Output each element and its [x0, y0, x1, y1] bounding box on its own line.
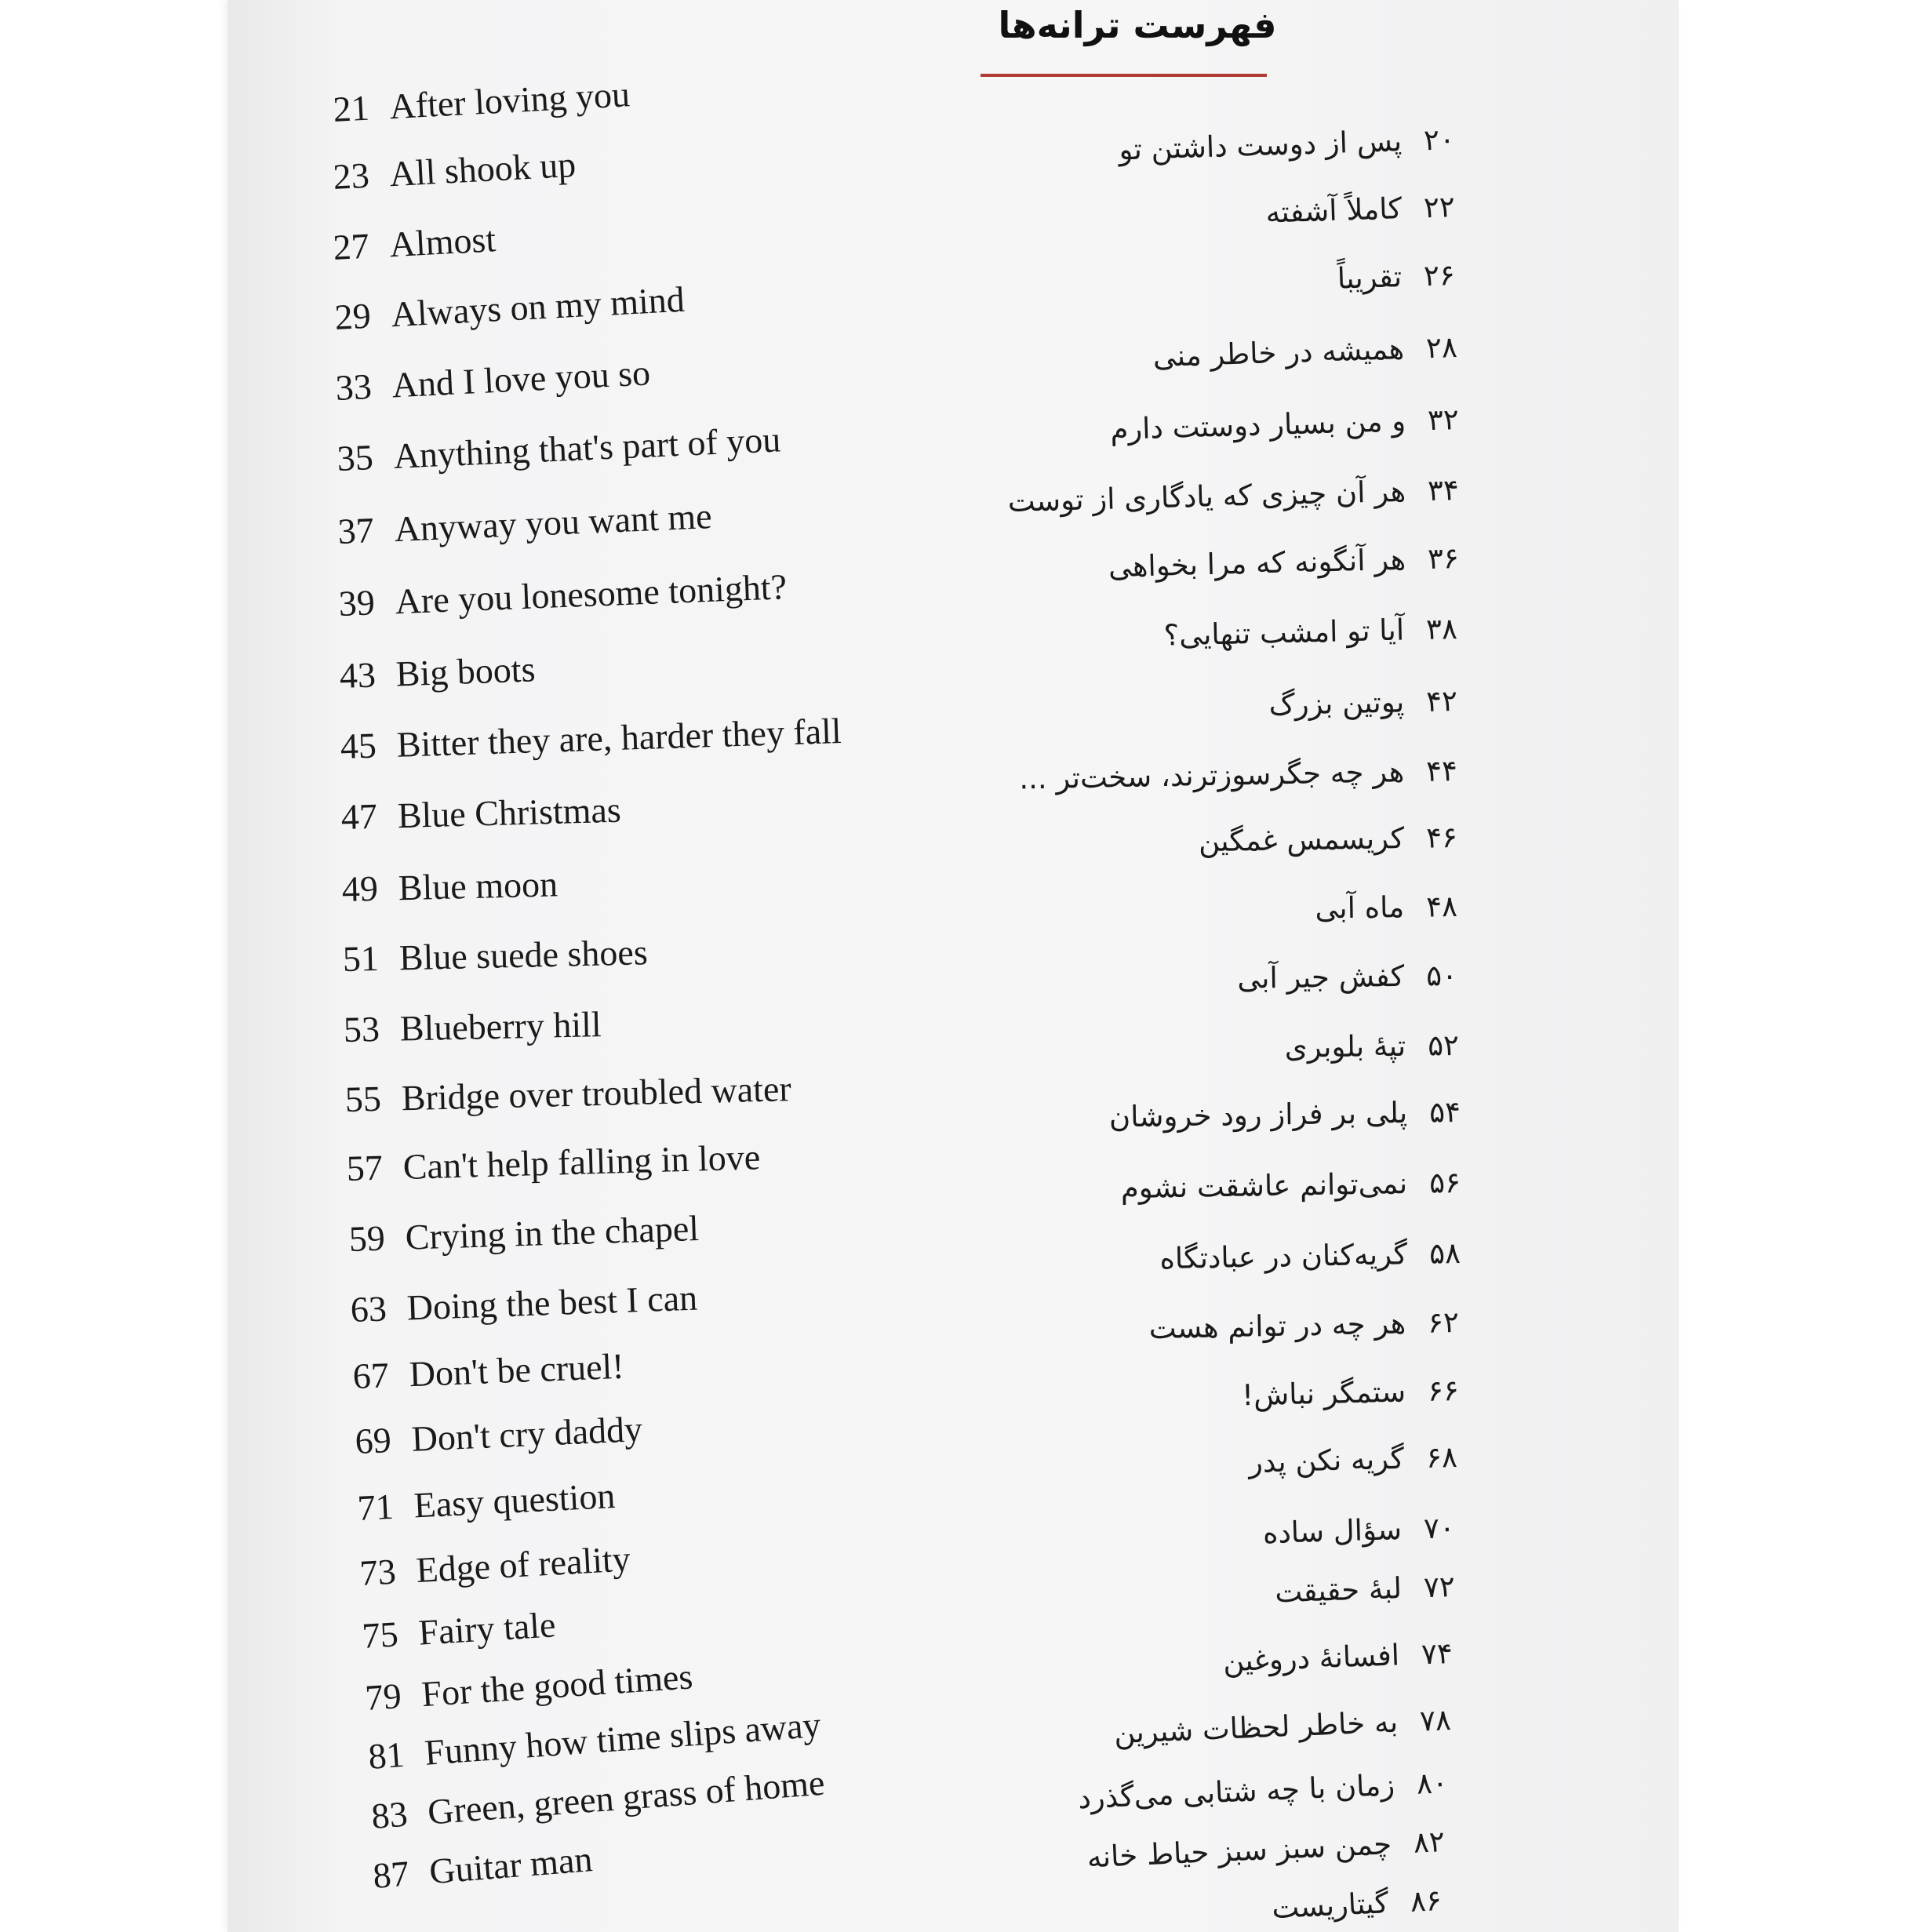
song-title: نمی‌توانم عاشقت نشوم: [1120, 1166, 1408, 1206]
page-number: 39: [337, 582, 376, 624]
page-number: ۴۶: [1425, 820, 1458, 855]
song-title: All shook up: [388, 144, 577, 195]
song-title: Always on my mind: [390, 278, 686, 335]
toc-entry-en: [361, 1601, 558, 1668]
song-title: همیشه در خاطر منی: [1152, 332, 1405, 374]
toc-entry-fa: [908, 607, 1457, 675]
song-title: تقریباً: [1337, 260, 1403, 296]
song-title: Blueberry hill: [399, 1004, 602, 1049]
toc-entry-en: [337, 493, 713, 563]
toc-entry-en: [354, 1406, 643, 1473]
toc-entry-en: [352, 1343, 625, 1408]
song-title: آیا تو امشب تنهایی؟: [1163, 613, 1405, 653]
page-number: 35: [336, 437, 374, 478]
song-title: هر چه در توانم هست: [1148, 1306, 1406, 1346]
toc-entry-en: [340, 708, 842, 778]
page-number: ۲۶: [1423, 258, 1456, 293]
song-title: هر آنگونه که مرا بخواهی: [1108, 542, 1406, 584]
song-title: تپهٔ بلوبری: [1284, 1028, 1406, 1064]
song-title: گیتاریست: [1271, 1886, 1389, 1926]
song-title: Edge of reality: [415, 1538, 631, 1591]
page-number: ۴۸: [1425, 890, 1458, 924]
page-number: 79: [363, 1675, 403, 1718]
toc-entry-fa: [901, 1698, 1452, 1775]
toc-entry-en: [332, 141, 577, 209]
song-title: Bridge over troubled water: [401, 1068, 792, 1119]
page-number: ۳۴: [1427, 473, 1460, 508]
page-number: ۲۲: [1423, 190, 1456, 225]
song-title: هر چه جگرسوزترند، سخت‌تر ...: [1018, 755, 1405, 796]
toc-entry-en: [342, 929, 648, 991]
book-page: [227, 0, 1679, 1932]
song-title: و من بسیار دوستت دارم: [1109, 403, 1406, 447]
page-number: 33: [334, 366, 373, 408]
song-title: به خاطر لحظات شیرین: [1113, 1705, 1399, 1751]
toc-entry-en: [356, 1472, 617, 1540]
song-title: After loving you: [388, 74, 631, 127]
song-title: زمان با چه شتابی می‌گذرد: [1077, 1767, 1395, 1816]
song-title: Funny how time slips away: [423, 1704, 822, 1773]
page-number: ۳۸: [1425, 612, 1458, 646]
song-title: Almost: [388, 219, 497, 265]
toc-entry-fa: [911, 1090, 1461, 1153]
toc-entry-fa: [903, 1632, 1454, 1706]
song-title: ستمگر نباش!: [1241, 1374, 1406, 1413]
page-number: 23: [332, 155, 370, 197]
toc-entry-fa: [908, 885, 1458, 948]
page-number: 81: [366, 1734, 406, 1777]
song-title: کریسمس غمگین: [1198, 821, 1405, 859]
song-title: Guitar man: [428, 1839, 594, 1892]
page-number: ۸۰: [1416, 1766, 1449, 1801]
page-number: 83: [369, 1793, 409, 1836]
toc-entry-en: [341, 860, 558, 921]
song-title: افسانهٔ دروغین: [1222, 1638, 1400, 1679]
song-title: گریه‌کنان در عبادتگاه: [1159, 1237, 1408, 1276]
toc-entry-fa: [908, 954, 1458, 1017]
page-number: 87: [371, 1853, 411, 1896]
song-title: گریه نکن پدر: [1248, 1441, 1405, 1479]
song-title: Are you lonesome tonight?: [394, 566, 788, 622]
page-number: ۸۶: [1409, 1883, 1443, 1919]
song-title: Bitter they are, harder they fall: [395, 710, 842, 765]
toc-entry-fa: [908, 749, 1457, 814]
page-number: ۴۲: [1425, 684, 1458, 719]
song-title: Easy question: [413, 1475, 617, 1526]
page-number: ۷۸: [1419, 1703, 1452, 1738]
toc-entry-en: [346, 1133, 761, 1200]
page-number: 45: [340, 725, 377, 766]
toc-entry-en: [332, 216, 497, 279]
toc-entry-en: [336, 416, 781, 490]
song-title: Don't cry daddy: [410, 1409, 643, 1459]
toc-entry-fa: [909, 1301, 1459, 1367]
toc-entry-fa: [911, 1232, 1461, 1297]
page-number: ۳۲: [1427, 402, 1460, 438]
song-title: Green, green grass of home: [426, 1762, 826, 1832]
page-title: فهرست ترانه‌ها: [998, 4, 1277, 46]
song-title: Crying in the chapel: [404, 1207, 700, 1257]
page-number: ۵۴: [1428, 1095, 1461, 1130]
page-number: ۶۸: [1425, 1440, 1458, 1475]
page-number: ۵۶: [1428, 1166, 1461, 1200]
toc-entry-fa: [905, 1565, 1456, 1638]
song-title: Can't help falling in love: [402, 1137, 761, 1187]
toc-entry-fa: [909, 468, 1460, 537]
toc-entry-en: [358, 1535, 632, 1605]
page-number: 75: [361, 1614, 400, 1656]
song-title: Blue suede shoes: [398, 932, 649, 978]
song-title: Don't be cruel!: [408, 1345, 625, 1395]
toc-entry-fa: [908, 326, 1458, 398]
song-title: پوتین بزرگ: [1268, 685, 1405, 722]
page-number: ۲۸: [1425, 330, 1458, 366]
page-number: ۳۶: [1427, 541, 1460, 576]
page-number: ۷۰: [1423, 1511, 1456, 1546]
song-title: سؤال ساده: [1262, 1512, 1403, 1551]
song-title: Blue Christmas: [397, 789, 622, 836]
toc-entry-en: [332, 71, 631, 141]
page-number: 63: [349, 1288, 387, 1330]
toc-entry-fa: [908, 816, 1458, 879]
page-number: 67: [351, 1355, 390, 1396]
toc-entry-fa: [905, 118, 1456, 190]
page-number: ۵۲: [1427, 1028, 1460, 1063]
toc-entry-fa: [905, 185, 1456, 257]
page-number: ۷۲: [1423, 1570, 1456, 1605]
song-title: For the good times: [420, 1656, 694, 1715]
page-number: 29: [333, 295, 372, 337]
song-title: پلی بر فراز رود خروشان: [1108, 1095, 1408, 1134]
song-title: هر آن چیزی که یادگاری از توست: [1007, 474, 1406, 519]
song-title: Fairy tale: [417, 1604, 557, 1653]
page-number: ۵۸: [1428, 1236, 1461, 1271]
toc-entry-fa: [909, 537, 1460, 606]
page-number: ۸۲: [1412, 1825, 1446, 1860]
song-title: کفش جیر آبی: [1236, 959, 1405, 995]
toc-entry-en: [334, 349, 652, 420]
song-title: چمن سبز سبز حیاط خانه: [1086, 1827, 1392, 1875]
toc-entry-fa: [910, 1024, 1460, 1086]
song-title: Big boots: [395, 649, 537, 694]
page-number: 73: [358, 1551, 398, 1593]
page-number: 69: [354, 1420, 392, 1461]
toc-entry-en: [339, 646, 537, 708]
toc-entry-fa: [909, 1369, 1459, 1436]
page-number: 49: [341, 868, 379, 909]
toc-entry-fa: [905, 253, 1456, 326]
page-number: 21: [332, 87, 370, 129]
song-title: And I love you so: [391, 352, 652, 406]
page-number: ۷۴: [1421, 1636, 1454, 1672]
toc-entry-fa: [909, 398, 1460, 468]
page-number: ۴۴: [1425, 754, 1458, 788]
song-title: Anything that's part of you: [392, 419, 782, 476]
song-title: Blue moon: [398, 864, 558, 908]
toc-entry-en: [340, 787, 622, 849]
song-title: Anyway you want me: [393, 496, 713, 549]
page-number: 71: [356, 1486, 395, 1528]
title-underline: [981, 74, 1267, 77]
toc-entry-en: [344, 1065, 791, 1131]
toc-entry-en: [338, 563, 788, 635]
page-number: 53: [343, 1009, 380, 1050]
toc-entry-en: [371, 1836, 595, 1908]
toc-entry-en: [333, 276, 686, 349]
song-title: ماه آبی: [1315, 890, 1405, 926]
page-number: ۶۶: [1427, 1374, 1460, 1408]
song-title: لبهٔ حقیقت: [1274, 1571, 1403, 1610]
page-number: 57: [346, 1147, 384, 1188]
song-title: کاملاً آشفته: [1264, 191, 1403, 230]
toc-entry-en: [350, 1275, 699, 1341]
toc-entry-fa: [908, 1435, 1458, 1504]
page-number: 37: [337, 510, 375, 551]
page-number: ۵۰: [1425, 959, 1458, 993]
page-number: 55: [344, 1078, 382, 1119]
toc-entry-en: [348, 1205, 700, 1271]
toc-entry-en: [343, 1001, 602, 1061]
song-title: پس از دوست داشتن تو: [1118, 124, 1403, 167]
page-number: 59: [348, 1217, 386, 1259]
page-number: 47: [340, 795, 378, 837]
toc-entry-fa: [905, 1506, 1456, 1577]
page-number: ۶۲: [1427, 1305, 1460, 1340]
song-title: Doing the best I can: [406, 1277, 698, 1328]
toc-entry-fa: [908, 679, 1457, 746]
page-number: 51: [342, 937, 380, 979]
page-number: 43: [338, 654, 377, 696]
page-number: ۲۰: [1423, 122, 1456, 158]
toc-entry-fa: [911, 1161, 1461, 1225]
page-number: 27: [332, 225, 370, 267]
